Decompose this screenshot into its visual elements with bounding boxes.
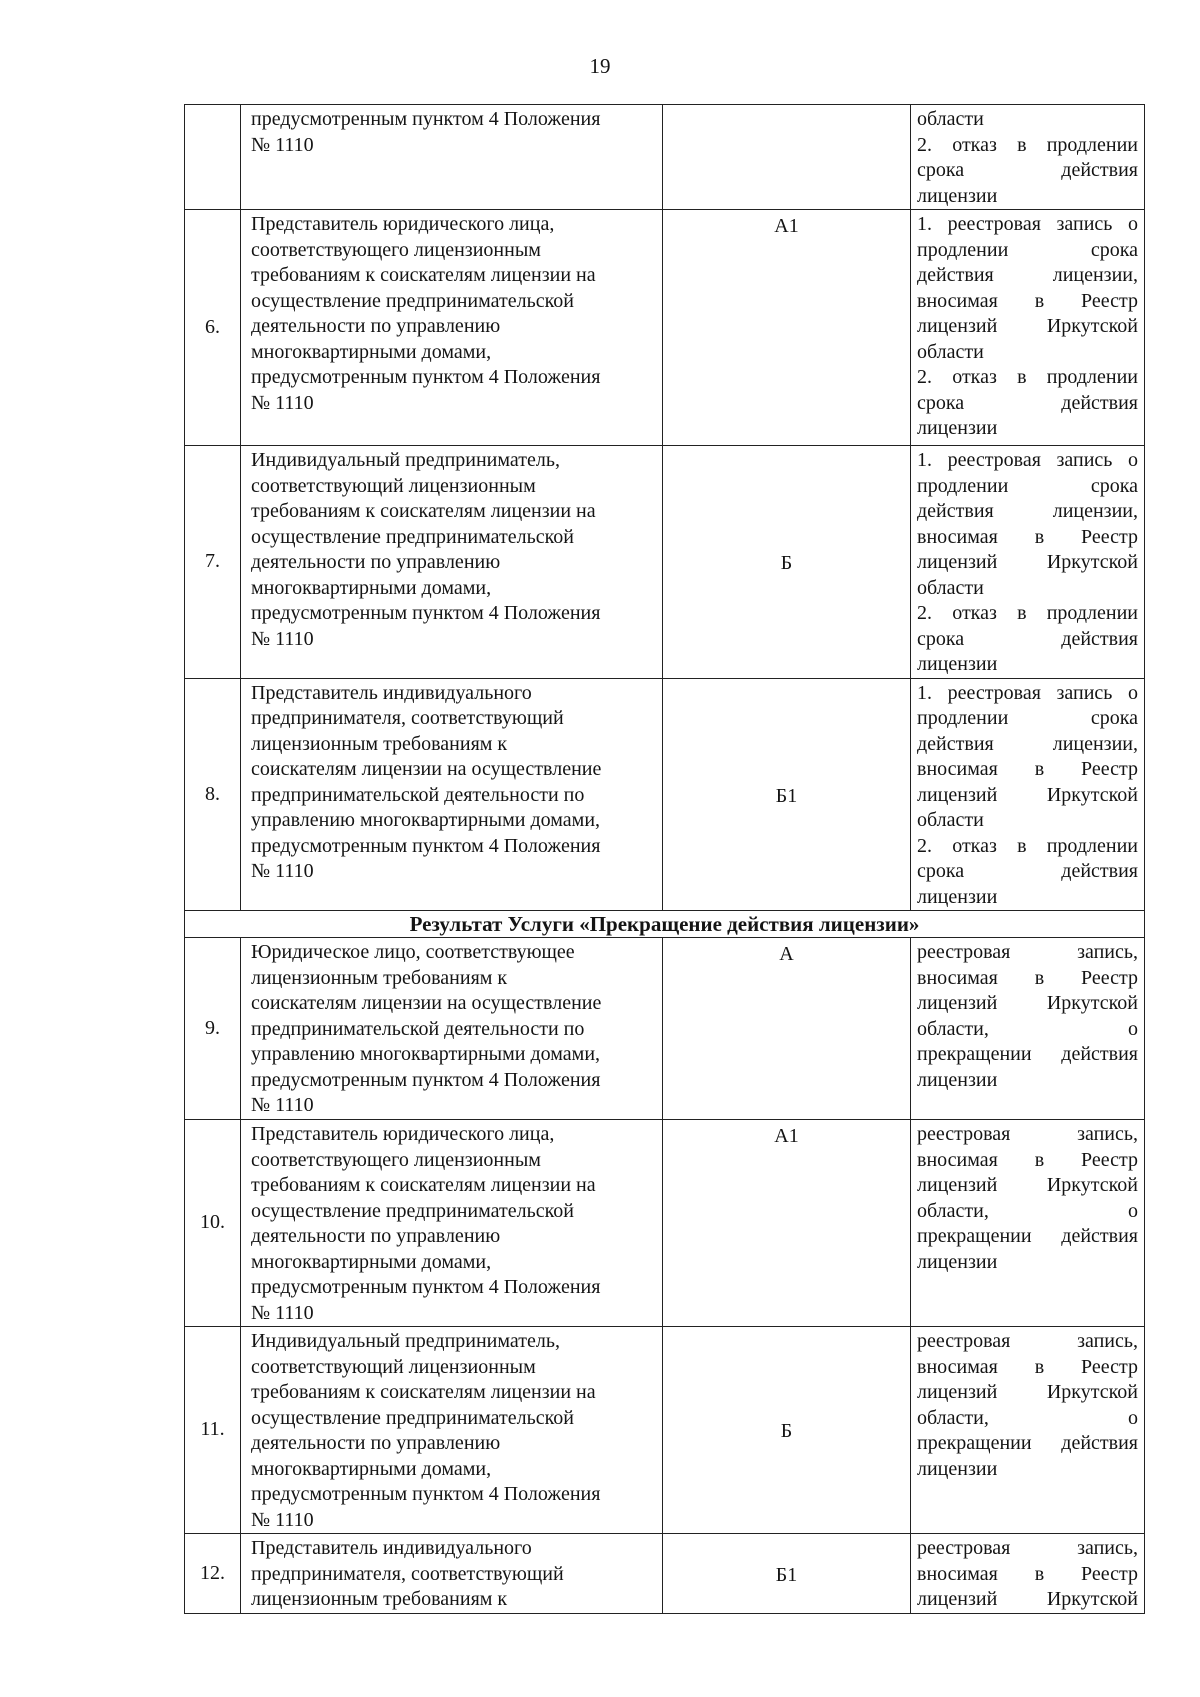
category-code: Б: [663, 1327, 911, 1534]
applicant-line: предпринимателя, соответствующий: [251, 707, 564, 729]
result-cell: [911, 1327, 1145, 1534]
applicant-line: соответствующего лицензионным: [251, 1148, 541, 1171]
applicant-line: осуществление предпринимательской: [251, 525, 575, 548]
result-line: прекращении действия: [917, 1043, 1138, 1065]
applicant-cell: [241, 938, 663, 1120]
result-line: 2. отказ в продлении: [917, 834, 1138, 857]
category-code: Б1: [663, 1534, 911, 1614]
result-line: реестровая запись,: [917, 1330, 1138, 1352]
applicant-line: предусмотренным пунктом 4 Положения: [251, 1276, 601, 1298]
applicant-line: Представитель индивидуального: [251, 1537, 532, 1559]
result-cell: [911, 678, 1145, 911]
table-row: [185, 678, 1145, 911]
applicant-line: соответствующий лицензионным: [251, 1355, 536, 1378]
result-line: лицензий Иркутской: [917, 315, 1138, 337]
applicant-cell: [241, 446, 663, 679]
category-code: [663, 105, 911, 210]
applicant-line: деятельности по управлению: [251, 1225, 501, 1247]
result-line: лицензий Иркутской: [917, 1588, 1138, 1610]
applicant-line: предусмотренным пунктом 4 Положения: [251, 108, 601, 130]
row-number: 7.: [185, 446, 241, 679]
row-number: [185, 105, 241, 210]
page-number: 19: [589, 54, 611, 78]
table-row: [185, 1120, 1145, 1327]
result-line: лицензии: [917, 417, 998, 439]
applicant-line: требованиям к соискателям лицензии на: [251, 1381, 596, 1403]
result-line: реестровая запись,: [917, 941, 1138, 963]
result-cell: [911, 1120, 1145, 1327]
result-line: лицензий Иркутской: [917, 783, 1138, 806]
result-line: вносимая в Реестр: [917, 1148, 1138, 1171]
result-line: 2. отказ в продлении: [917, 602, 1138, 624]
applicant-line: № 1110: [251, 133, 314, 156]
row-number: 8.: [185, 678, 241, 911]
applicant-line: требованиям к соискателям лицензии на: [251, 264, 596, 286]
result-cell: [911, 210, 1145, 446]
result-line: вносимая в Реестр: [917, 1355, 1138, 1378]
applicant-cell: [241, 1327, 663, 1534]
applicant-line: деятельности по управлению: [251, 551, 501, 573]
row-number: 9.: [185, 938, 241, 1120]
applicant-line: № 1110: [251, 1301, 314, 1324]
category-code: А: [663, 938, 911, 1120]
applicant-line: № 1110: [251, 391, 314, 414]
table-row: [185, 1327, 1145, 1534]
applicant-line: Индивидуальный предприниматель,: [251, 1330, 560, 1352]
applicant-line: № 1110: [251, 627, 314, 650]
result-line: лицензии: [917, 1250, 998, 1273]
result-line: продлении срока: [917, 238, 1138, 261]
result-line: вносимая в Реестр: [917, 525, 1138, 548]
result-line: срока действия: [917, 860, 1138, 882]
applicant-cell: [241, 678, 663, 911]
result-line: области: [917, 340, 984, 363]
result-line: действия лицензии,: [917, 264, 1138, 286]
result-line: лицензий Иркутской: [917, 1174, 1138, 1196]
applicant-cell: [241, 210, 663, 446]
section-heading-row: [185, 911, 1145, 938]
result-line: вносимая в Реестр: [917, 289, 1138, 312]
row-number: 6.: [185, 210, 241, 446]
applicant-line: Представитель индивидуального: [251, 681, 532, 704]
applicant-line: Представитель юридического лица,: [251, 1123, 555, 1145]
applicant-line: управлению многоквартирными домами,: [251, 809, 601, 831]
applicant-line: деятельности по управлению: [251, 315, 501, 337]
applicant-line: управлению многоквартирными домами,: [251, 1043, 601, 1065]
result-line: лицензий Иркутской: [917, 551, 1138, 573]
category-code: Б1: [663, 678, 911, 911]
applicant-line: требованиям к соискателям лицензии на: [251, 500, 596, 522]
result-line: реестровая запись,: [917, 1537, 1138, 1559]
row-number: 12.: [185, 1534, 241, 1614]
applicant-line: осуществление предпринимательской: [251, 289, 575, 312]
result-line: прекращении действия: [917, 1432, 1138, 1454]
applicant-line: соискателям лицензии на осуществление: [251, 992, 602, 1014]
applicant-line: лицензионным требованиям к: [251, 1588, 508, 1610]
applicant-line: № 1110: [251, 1094, 314, 1116]
applicant-line: деятельности по управлению: [251, 1432, 501, 1454]
applicant-line: предпринимателя, соответствующий: [251, 1562, 564, 1585]
applicant-line: осуществление предпринимательской: [251, 1406, 575, 1429]
applicant-line: лицензионным требованиям к: [251, 966, 508, 989]
category-code: А1: [663, 1120, 911, 1327]
table-row: [185, 446, 1145, 679]
applicant-line: многоквартирными домами,: [251, 1250, 492, 1273]
result-line: прекращении действия: [917, 1225, 1138, 1247]
result-line: 2. отказ в продлении: [917, 366, 1138, 388]
result-line: срока действия: [917, 391, 1138, 414]
applicant-line: предпринимательской деятельности по: [251, 1017, 585, 1040]
result-line: лицензии: [917, 1457, 998, 1480]
applicant-line: № 1110: [251, 860, 314, 882]
result-line: продлении срока: [917, 474, 1138, 497]
result-line: срока действия: [917, 159, 1138, 181]
row-number: 11.: [185, 1327, 241, 1534]
applicant-line: предусмотренным пунктом 4 Положения: [251, 834, 601, 857]
applicant-line: предусмотренным пунктом 4 Положения: [251, 366, 601, 388]
result-line: продлении срока: [917, 707, 1138, 729]
applicant-cell: [241, 1534, 663, 1614]
applicant-line: многоквартирными домами,: [251, 576, 492, 599]
result-line: действия лицензии,: [917, 732, 1138, 755]
applicant-line: соискателям лицензии на осуществление: [251, 758, 602, 780]
result-line: 1. реестровая запись о: [917, 449, 1138, 471]
result-cell: [911, 1534, 1145, 1614]
result-line: области, о: [917, 1017, 1138, 1040]
table-row: [185, 1534, 1145, 1614]
table-row: [185, 210, 1145, 446]
result-line: срока действия: [917, 627, 1138, 650]
applicant-line: многоквартирными домами,: [251, 1457, 492, 1480]
applicant-cell: [241, 1120, 663, 1327]
result-line: вносимая в Реестр: [917, 1562, 1138, 1585]
result-line: лицензии: [917, 653, 998, 675]
result-line: лицензий Иркутской: [917, 992, 1138, 1014]
result-line: 1. реестровая запись о: [917, 213, 1138, 235]
applicant-line: Индивидуальный предприниматель,: [251, 449, 560, 471]
result-line: 1. реестровая запись о: [917, 681, 1138, 704]
applicant-line: соответствующего лицензионным: [251, 238, 541, 261]
result-line: 2. отказ в продлении: [917, 133, 1138, 156]
result-line: области: [917, 108, 984, 130]
result-line: лицензий Иркутской: [917, 1381, 1138, 1403]
applicant-line: предусмотренным пунктом 4 Положения: [251, 1068, 601, 1091]
result-cell: [911, 105, 1145, 210]
table-row: [185, 938, 1145, 1120]
applicant-line: осуществление предпринимательской: [251, 1199, 575, 1222]
result-line: области: [917, 809, 984, 831]
applicant-line: требованиям к соискателям лицензии на: [251, 1174, 596, 1196]
result-line: области, о: [917, 1406, 1138, 1429]
result-line: лицензии: [917, 1068, 998, 1091]
category-code: А1: [663, 210, 911, 446]
result-line: действия лицензии,: [917, 500, 1138, 522]
result-line: вносимая в Реестр: [917, 966, 1138, 989]
result-cell: [911, 446, 1145, 679]
applicant-line: № 1110: [251, 1508, 314, 1531]
services-results-table: [184, 104, 1145, 1614]
result-line: области: [917, 576, 984, 599]
applicant-line: предусмотренным пунктом 4 Положения: [251, 1483, 601, 1505]
row-number: 10.: [185, 1120, 241, 1327]
result-line: реестровая запись,: [917, 1123, 1138, 1145]
applicant-line: предусмотренным пунктом 4 Положения: [251, 602, 601, 624]
applicant-line: соответствующий лицензионным: [251, 474, 536, 497]
applicant-line: многоквартирными домами,: [251, 340, 492, 363]
result-cell: [911, 938, 1145, 1120]
result-line: вносимая в Реестр: [917, 758, 1138, 780]
result-line: лицензии: [917, 184, 998, 207]
applicant-line: Представитель юридического лица,: [251, 213, 555, 235]
table-body: [185, 105, 1145, 1614]
applicant-line: Юридическое лицо, соответствующее: [251, 941, 575, 963]
category-code: Б: [663, 446, 911, 679]
applicant-line: предпринимательской деятельности по: [251, 783, 585, 806]
result-line: области, о: [917, 1199, 1138, 1222]
section-heading: Результат Услуги «Прекращение действия лицензии»: [185, 911, 1145, 938]
table-row: [185, 105, 1145, 210]
applicant-cell: [241, 105, 663, 210]
applicant-line: лицензионным требованиям к: [251, 732, 508, 755]
result-line: лицензии: [917, 885, 998, 908]
